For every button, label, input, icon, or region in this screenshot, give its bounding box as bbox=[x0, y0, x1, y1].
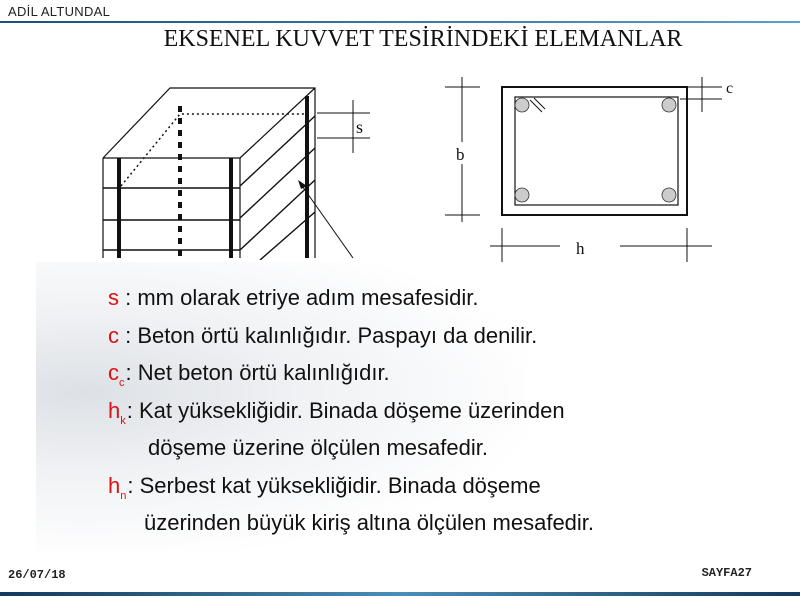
author-name: ADİL ALTUNDAL bbox=[8, 4, 111, 19]
cross-section-diagram bbox=[440, 72, 740, 264]
symbol-s: s bbox=[108, 285, 119, 310]
depth-label-h: h bbox=[576, 239, 585, 258]
page-title: EKSENEL KUVVET TESİRİNDEKİ ELEMANLAR bbox=[163, 26, 683, 52]
definition-hn: $h_n$: Serbest kat yüksekliğidir. Binada döşeme bbox=[108, 472, 541, 502]
symbol-hn: $h_n$ bbox=[108, 472, 127, 502]
definition-hn-continued: üzerinden büyük kiriş altına ölçülen mesafedir. bbox=[144, 510, 595, 535]
definition-c: c : Beton örtü kalınlığıdır. Paspayı da denilir. bbox=[108, 322, 538, 348]
footer-date: 26/07/18 bbox=[8, 568, 66, 582]
symbol-cc: $c_c$ bbox=[108, 360, 125, 389]
width-label-b: b bbox=[456, 145, 465, 164]
symbol-c: c bbox=[108, 322, 119, 348]
cover-label-c: c bbox=[726, 80, 734, 97]
footer-rule bbox=[0, 592, 800, 596]
definition-s: s : mm olarak etriye adım mesafesidir. bbox=[108, 285, 479, 310]
definitions-list bbox=[108, 282, 594, 545]
header-rule bbox=[0, 21, 800, 23]
definition-hk-continued: döşeme üzerine ölçülen mesafedir. bbox=[148, 435, 488, 460]
spacing-label-s: s bbox=[356, 117, 364, 137]
page-number: SAYFA27 bbox=[701, 566, 752, 580]
column-stirrup-diagram bbox=[95, 78, 385, 260]
definition-hk: $h_k$: Kat yüksekliğidir. Binada döşeme üzerinden bbox=[108, 397, 565, 427]
definition-cc: $c_c$: Net beton örtü kalınlığıdır. bbox=[108, 360, 390, 389]
symbol-hk: $h_k$ bbox=[108, 397, 126, 427]
